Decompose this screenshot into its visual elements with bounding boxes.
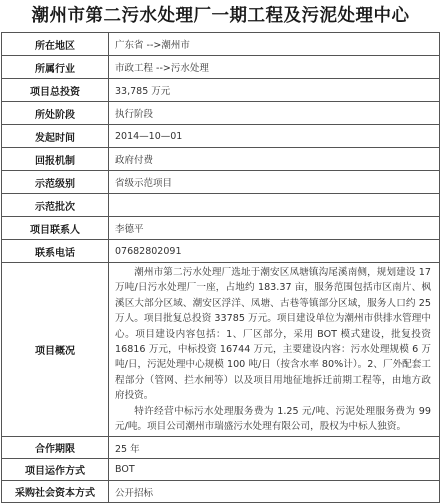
row-value: 广东省 -->潮州市 [109,33,440,56]
row-label: 发起时间 [2,125,109,148]
row-label: 项目联系人 [2,217,109,240]
table-row [2,194,440,217]
row-label: 项目总投资 [2,79,109,102]
table-row [2,437,440,459]
table-row [2,56,440,79]
table-row [2,240,440,263]
row-label: 示范批次 [2,194,109,217]
row-label: 合作期限 [2,437,109,459]
row-value: 李德平 [109,217,440,240]
table-row [2,79,440,102]
row-label: 所处阶段 [2,102,109,125]
table-row [2,171,440,194]
table-row [2,33,440,56]
row-label: 联系电话 [2,240,109,263]
overview-paragraph: 潮州市第二污水处理厂选址于潮安区凤塘镇沟尾溪南侧，规划建设 17 万吨/日污水处理厂一座，占地约 183.37 亩，服务范围包括市区南片、枫溪区大部分区域、潮安区浮洋、凤塘、古巷等镇部分区域，服务人口约 25 万人。项目批复总投资 33785 万元。项目建设单位为潮州市供排水管理中心。项目建设内容包括：1、厂区部分，采用 BOT 模式建设，批复投资 16816 万元，中标投资 16744 万元，主要建设内容：污水处理规模 6 万吨/日，污泥处理中心规模 100 吨/日（按含水率 80%计）。2、厂外配套工程部分（管网、拦水闸等）以及项目用地征地拆迁前期工程等，由地方政府投资。 [115,267,431,402]
overview-cell [109,263,440,437]
row-label: 采购社会资本方式 [2,481,109,503]
table-row [2,125,440,148]
table-row [2,148,440,171]
row-label: 所属行业 [2,56,109,79]
table-row-overview [2,263,440,437]
table-row [2,102,440,125]
table-row [2,217,440,240]
page-title: 潮州市第二污水处理厂一期工程及污泥处理中心 [31,6,410,26]
row-label: 所在地区 [2,33,109,56]
row-label: 项目概况 [2,263,109,437]
overview-paragraph: 特许经营中标污水处理服务费为 1.25 元/吨、污泥处理服务费为 99 元/吨。项目公司潮州市瑞盛污水处理有限公司，股权为中标人独资。 [115,405,431,433]
row-value [109,194,440,217]
row-value: 33,785 万元 [109,79,440,102]
overview-text [109,263,439,436]
row-value: 执行阶段 [109,102,440,125]
row-value: 政府付费 [109,148,440,171]
row-label: 示范级别 [2,171,109,194]
project-info-table [1,32,440,503]
row-value: 市政工程 -->污水处理 [109,56,440,79]
row-label: 项目运作方式 [2,459,109,481]
row-label: 回报机制 [2,148,109,171]
row-value: 2014—10—01 [109,125,440,148]
row-value: 省级示范项目 [109,171,440,194]
row-value: 公开招标 [109,481,440,503]
row-value: 25 年 [109,437,440,459]
row-value: BOT [109,459,440,481]
row-value: 07682802091 [109,240,440,263]
table-row [2,459,440,481]
